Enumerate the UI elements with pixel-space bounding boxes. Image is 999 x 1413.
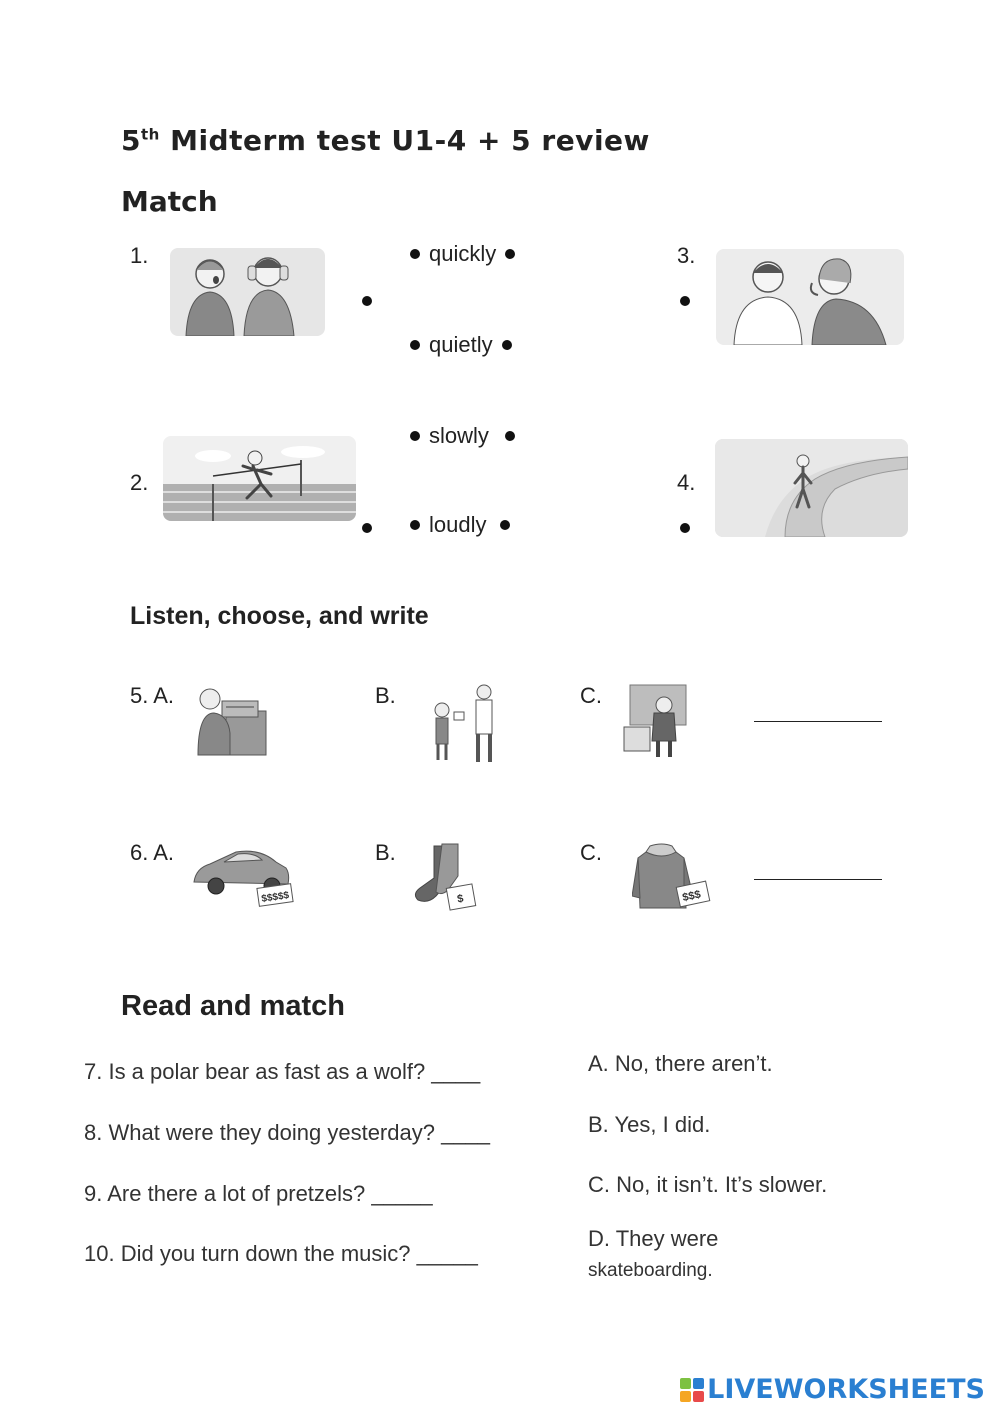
match-word-loudly[interactable]: loudly [410, 512, 510, 538]
q6-picture-a [190, 842, 296, 913]
q5-option-b: B. [375, 683, 396, 708]
listen-heading: Listen, choose, and write [130, 602, 429, 630]
coat-price-tag: $$$ [681, 888, 702, 905]
q6-option-c: C. [580, 840, 602, 865]
q5-label: 5. A. [130, 683, 175, 708]
question-9[interactable]: 9. Are there a lot of pretzels? _____ [84, 1181, 433, 1206]
read-heading: Read and match [121, 990, 345, 1022]
q6-picture-c [632, 842, 714, 921]
question-8[interactable]: 8. What were they doing yesterday? ____ [84, 1120, 491, 1145]
match-heading: Match [121, 185, 218, 218]
answer-c: C. No, it isn’t. It’s slower. [588, 1172, 828, 1197]
q5-picture-a [190, 683, 272, 764]
word-dot-right[interactable] [505, 431, 515, 441]
q6-answer-blank[interactable] [754, 878, 882, 880]
match-dot-2[interactable] [362, 523, 372, 533]
word-dot-left[interactable] [410, 431, 420, 441]
q5-picture-c [620, 683, 690, 764]
question-10[interactable]: 10. Did you turn down the music? _____ [84, 1241, 478, 1266]
q6-label: 6. A. [130, 840, 175, 865]
word-dot-right[interactable] [505, 249, 515, 259]
match-dot-3[interactable] [680, 296, 690, 306]
match-picture-4 [715, 439, 908, 537]
word-dot-left[interactable] [410, 520, 420, 530]
word-dot-left[interactable] [410, 249, 420, 259]
match-dot-1[interactable] [362, 296, 372, 306]
match-word-quickly[interactable]: quickly [410, 241, 515, 267]
answer-d-line1: D. They were [588, 1226, 719, 1251]
logo-icon [680, 1378, 704, 1402]
answer-a: A. No, there aren’t. [588, 1051, 773, 1076]
q6-option-b: B. [375, 840, 396, 865]
match-word-quietly[interactable]: quietly [410, 332, 512, 358]
answer-d-line2: skateboarding. [588, 1260, 713, 1281]
logo-text: LIVEWORKSHEETS [707, 1374, 985, 1405]
match-picture-3 [716, 249, 904, 345]
match-number-2: 2. [130, 470, 149, 495]
word-dot-right[interactable] [502, 340, 512, 350]
word-dot-right[interactable] [500, 520, 510, 530]
q5-option-c: C. [580, 683, 602, 708]
match-number-4: 4. [677, 470, 696, 495]
match-number-3: 3. [677, 243, 696, 268]
match-picture-2 [163, 436, 356, 521]
word-dot-left[interactable] [410, 340, 420, 350]
answer-b: B. Yes, I did. [588, 1112, 711, 1137]
match-word-slowly[interactable]: slowly [410, 423, 515, 449]
match-picture-1 [170, 248, 325, 336]
car-price-tag: $$$$$ [260, 890, 290, 905]
match-dot-4[interactable] [680, 523, 690, 533]
question-7[interactable]: 7. Is a polar bear as fast as a wolf? ____ [84, 1059, 481, 1084]
q5-answer-blank[interactable] [754, 720, 882, 722]
liveworksheets-logo [680, 1374, 985, 1405]
match-number-1: 1. [130, 243, 149, 268]
q5-picture-b [430, 682, 500, 769]
page-title: 5th Midterm test U1-4 + 5 review [121, 124, 650, 157]
q6-picture-b [400, 840, 480, 919]
socks-price-tag: $ [456, 892, 465, 906]
